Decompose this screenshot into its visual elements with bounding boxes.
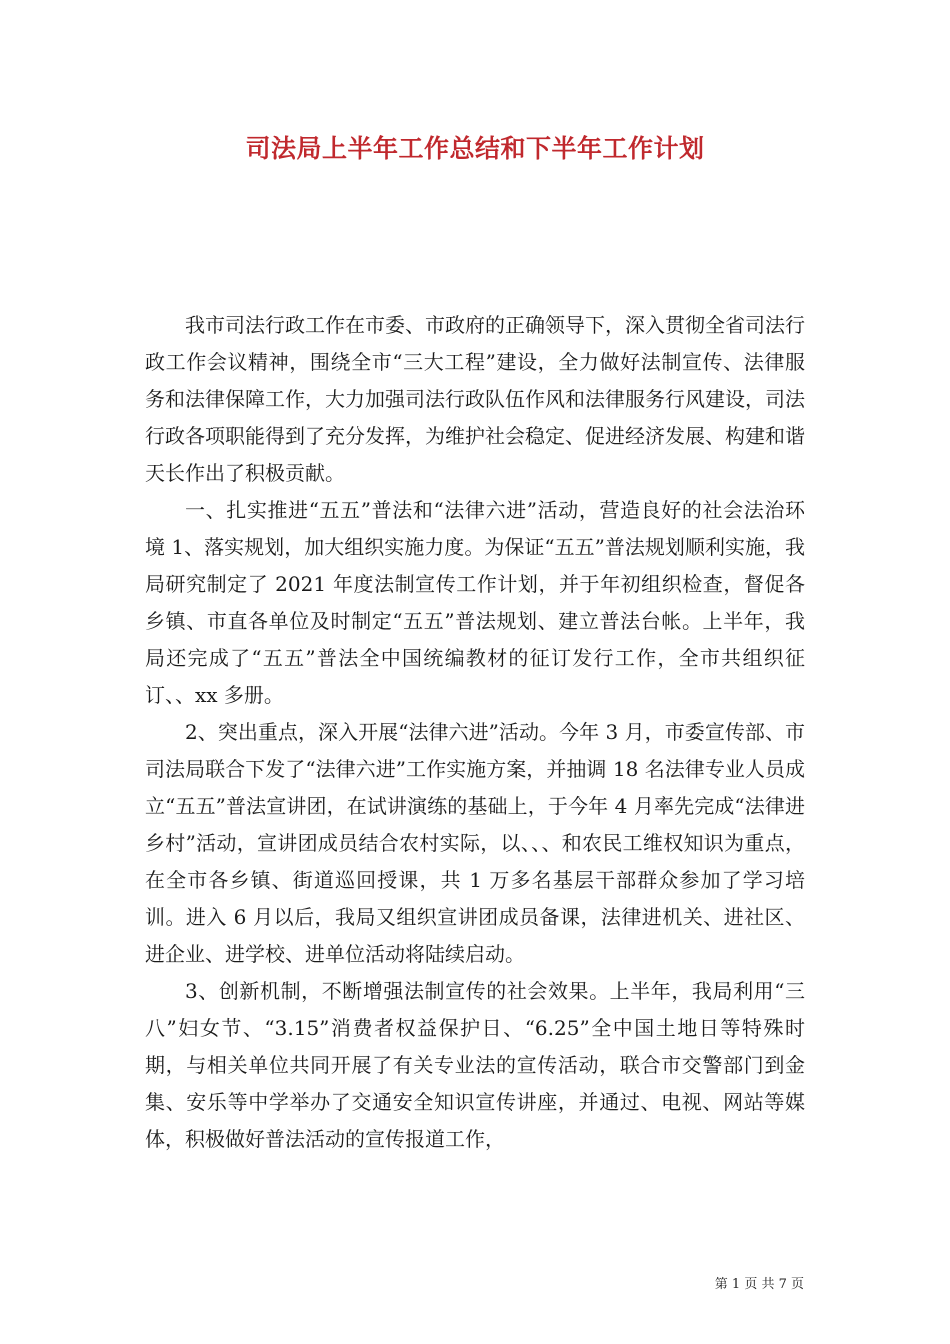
body-paragraph: 3、创新机制，不断增强法制宣传的社会效果。上半年，我局利用“三八”妇女节、“3.15”消费者权益保护日、“6.25”全中国土地日等特殊时期，与相关单位共同开展了有关专业法的宣传活动，联合市交警部门到金集、安乐等中学举办了交通安全知识宣传讲座，并通过、电视、网站等媒体，积极做好普法活动的宣传报道工作， <box>145 979 805 1151</box>
page-number: 第 1 页 共 7 页 <box>714 1277 804 1292</box>
body-paragraph: 2、突出重点，深入开展“法律六进”活动。今年 3 月，市委宣传部、市司法局联合下发了“法律六进”工作实施方案，并抽调 18 名法律专业人员成立“五五”普法宣讲团，在试讲演练的基础上，于今年 4 月率先完成“法律进乡村”活动，宣讲团成员结合农村实际，以、、、和农民工维权知识为重点，在全市各乡镇、街道巡回授课，共 1 万多名基层干部群众参加了学习培训。进入 6 月以后，我局又组织宣讲团成员备课，法律进机关、进社区、进企业、进学校、进单位活动将陆续启动。 <box>145 720 805 966</box>
body-paragraph: 一、扎实推进“五五”普法和“法律六进”活动，营造良好的社会法治环境 1、落实规划，加大组织实施力度。为保证“五五”普法规划顺利实施，我局研究制定了 2021 年度法制宣传工作计划，并于年初组织检查，督促各乡镇、市直各单位及时制定“五五”普法规划、建立普法台帐。上半年，我局还完成了“五五”普法全中国统编教材的征订发行工作，全市共组织征订、、xx 多册。 <box>145 498 805 707</box>
document-title: 司法局上半年工作总结和下半年工作计划 <box>245 134 705 163</box>
document-body <box>145 307 805 1158</box>
body-paragraph: 我市司法行政工作在市委、市政府的正确领导下，深入贯彻全省司法行政工作会议精神，围绕全市“三大工程”建设，全力做好法制宣传、法律服务和法律保障工作，大力加强司法行政队伍作风和法律服务行风建设，司法行政各项职能得到了充分发挥，为维护社会稳定、促进经济发展、构建和谐天长作出了积极贡献。 <box>145 313 805 485</box>
